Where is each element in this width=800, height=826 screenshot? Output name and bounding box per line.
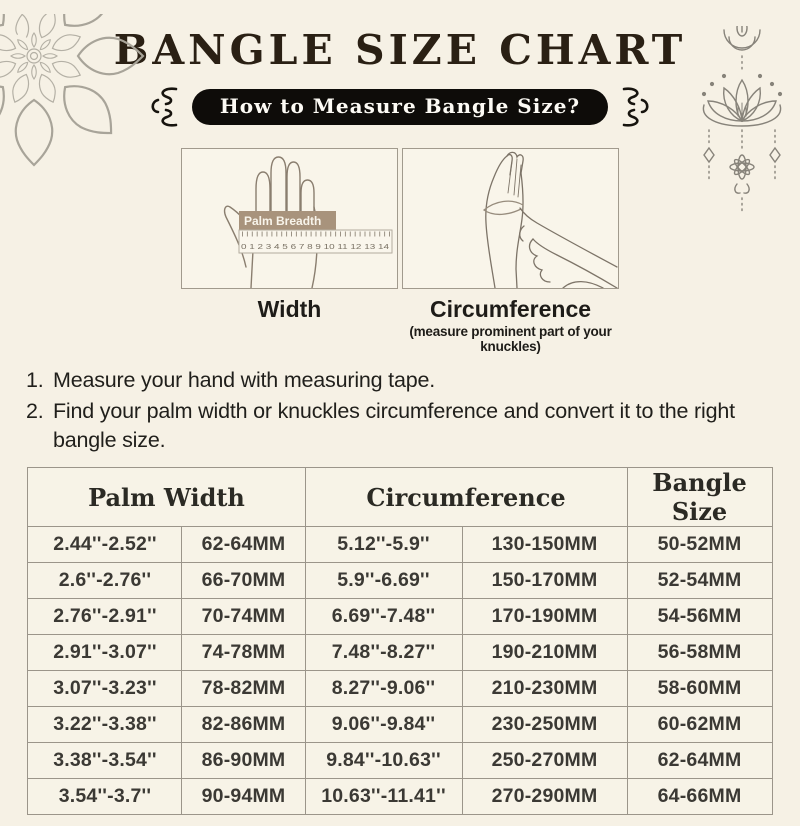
illustration-boxes: [0, 148, 800, 289]
ruler-numbers: 0 1 2 3 4 5 6 7 8 9 10 11 12 13 14: [241, 242, 389, 251]
cell-bangle-size: 60-62MM: [627, 707, 772, 743]
cell-palm-width-mm: 62-64MM: [182, 527, 305, 563]
cell-palm-width-in: 3.38''-3.54'': [28, 743, 182, 779]
page-title: BANGLE SIZE CHART: [113, 26, 687, 74]
cell-bangle-size: 54-56MM: [627, 599, 772, 635]
cell-circumference-in: 5.9''-6.69'': [305, 563, 462, 599]
table-row: [28, 635, 772, 671]
cell-bangle-size: 62-64MM: [627, 743, 772, 779]
cell-palm-width-mm: 74-78MM: [182, 635, 305, 671]
cell-circumference-in: 5.12''-5.9'': [305, 527, 462, 563]
cell-circumference-in: 9.84''-10.63'': [305, 743, 462, 779]
table-row: [28, 779, 772, 815]
cell-circumference-mm: 130-150MM: [462, 527, 627, 563]
cell-circumference-mm: 150-170MM: [462, 563, 627, 599]
measuring-tape: [239, 211, 392, 253]
cell-palm-width-mm: 82-86MM: [182, 707, 305, 743]
cell-circumference-mm: 190-210MM: [462, 635, 627, 671]
table-row: [28, 599, 772, 635]
circumference-note: (measure prominent part of your knuckles): [409, 324, 612, 354]
cell-palm-width-in: 3.07''-3.23'': [28, 671, 182, 707]
cell-palm-width-mm: 66-70MM: [182, 563, 305, 599]
circumference-illustration-box: [402, 148, 619, 289]
cell-circumference-mm: 230-250MM: [462, 707, 627, 743]
cell-circumference-in: 9.06''-9.84'': [305, 707, 462, 743]
width-caption-block: [181, 296, 398, 354]
hand-width-illustration: [182, 149, 397, 288]
flourish-left-icon: [146, 85, 180, 129]
table-row: [28, 743, 772, 779]
cell-circumference-mm: 210-230MM: [462, 671, 627, 707]
instruction-item: [26, 366, 774, 394]
cell-bangle-size: 50-52MM: [627, 527, 772, 563]
header-bangle-size: Bangle Size: [627, 468, 772, 527]
cell-palm-width-mm: 86-90MM: [182, 743, 305, 779]
instruction-item: [26, 397, 774, 454]
cell-circumference-in: 10.63''-11.41'': [305, 779, 462, 815]
cell-bangle-size: 56-58MM: [627, 635, 772, 671]
cell-palm-width-in: 2.76''-2.91'': [28, 599, 182, 635]
width-illustration-box: [181, 148, 398, 289]
cell-palm-width-mm: 78-82MM: [182, 671, 305, 707]
instruction-number: 2.: [26, 399, 44, 424]
table-row: [28, 527, 772, 563]
instructions-list: [26, 366, 774, 454]
width-caption: Width: [257, 296, 322, 322]
cell-palm-width-in: 3.54''-3.7'': [28, 779, 182, 815]
instruction-text: Find your palm width or knuckles circumference and convert it to the right bangle size.: [53, 399, 735, 452]
how-to-measure-pill: How to Measure Bangle Size?: [192, 89, 608, 125]
table-row: [28, 671, 772, 707]
illustration-captions: [181, 296, 619, 354]
cell-circumference-mm: 250-270MM: [462, 743, 627, 779]
cell-circumference-in: 6.69''-7.48'': [305, 599, 462, 635]
hand-circumference-illustration: [403, 149, 618, 288]
header-palm-width: Palm Width: [28, 468, 305, 527]
circumference-caption: Circumference: [429, 296, 592, 322]
circumference-caption-block: [402, 296, 619, 354]
cell-palm-width-in: 2.6''-2.76'': [28, 563, 182, 599]
table-header-row: [28, 468, 772, 527]
table-row: [28, 707, 772, 743]
table-row: [28, 563, 772, 599]
instruction-number: 1.: [26, 368, 44, 392]
instruction-text: Measure your hand with measuring tape.: [53, 368, 436, 392]
cell-circumference-mm: 170-190MM: [462, 599, 627, 635]
cell-circumference-in: 8.27''-9.06'': [305, 671, 462, 707]
cell-palm-width-in: 2.44''-2.52'': [28, 527, 182, 563]
cell-palm-width-in: 3.22''-3.38'': [28, 707, 182, 743]
cell-bangle-size: 58-60MM: [627, 671, 772, 707]
cell-circumference-mm: 270-290MM: [462, 779, 627, 815]
flourish-right-icon: [620, 85, 654, 129]
cell-circumference-in: 7.48''-8.27'': [305, 635, 462, 671]
cell-bangle-size: 52-54MM: [627, 563, 772, 599]
cell-palm-width-mm: 70-74MM: [182, 599, 305, 635]
size-table: [27, 467, 772, 815]
cell-palm-width-mm: 90-94MM: [182, 779, 305, 815]
subtitle-row: [0, 85, 800, 129]
cell-palm-width-in: 2.91''-3.07'': [28, 635, 182, 671]
tape-label: Palm Breadth: [244, 214, 322, 228]
header-circumference: Circumference: [305, 468, 627, 527]
cell-bangle-size: 64-66MM: [627, 779, 772, 815]
